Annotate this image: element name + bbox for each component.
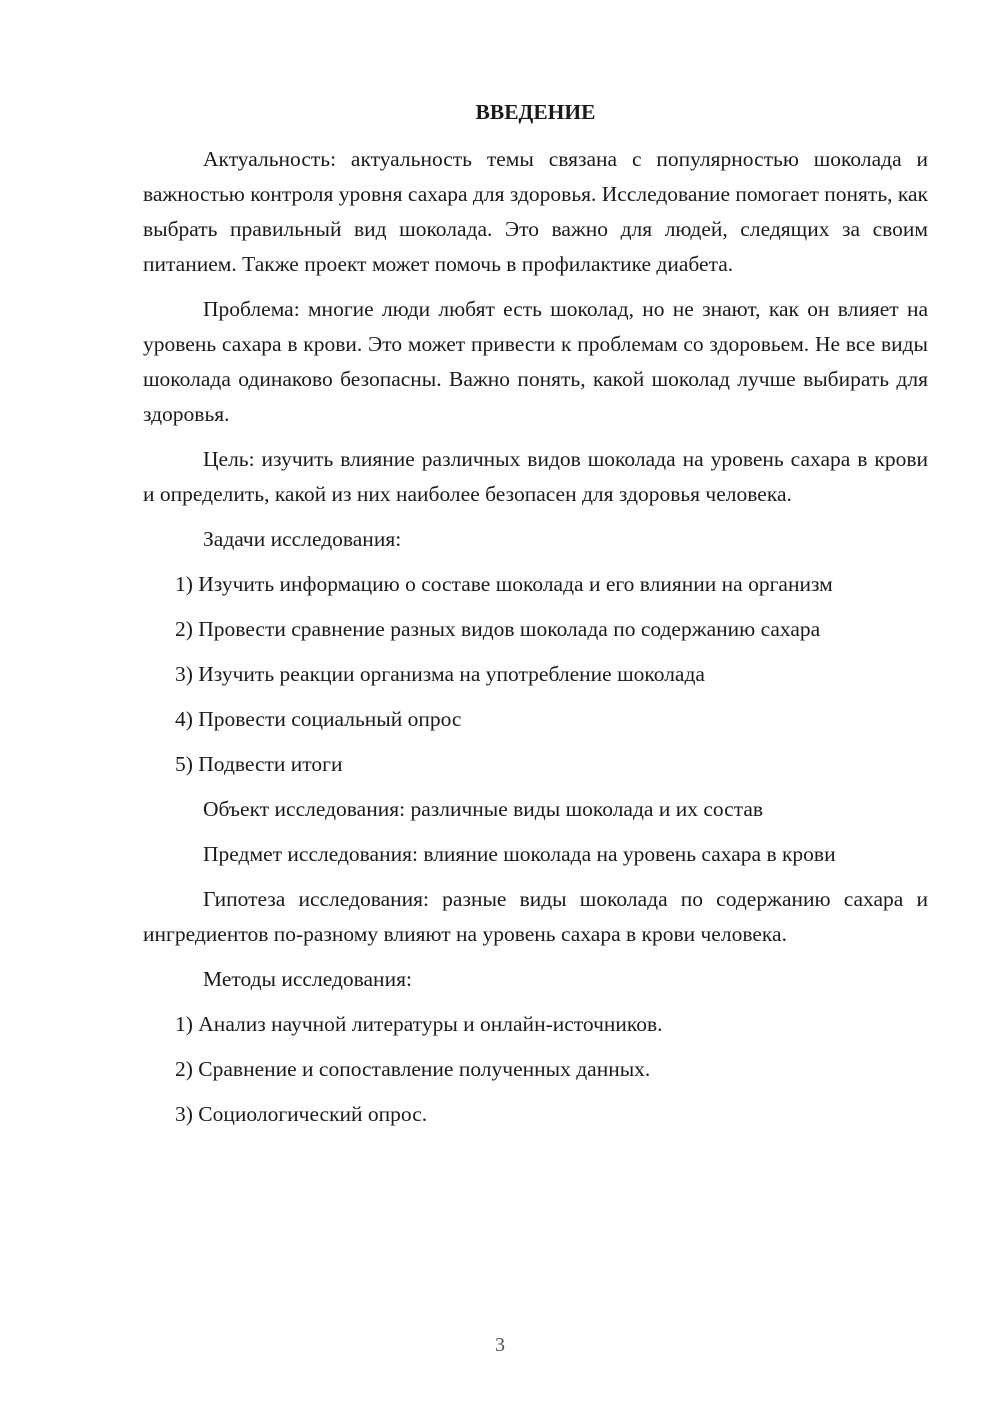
method-item: 2) Сравнение и сопоставление полученных данных. [175, 1057, 651, 1081]
task-item: 4) Провести социальный опрос [175, 707, 462, 731]
task-item: 2) Провести сравнение разных видов шоколада по содержанию сахара [175, 617, 821, 641]
hypothesis-paragraph: Гипотеза исследования: разные виды шоколада по содержанию сахара и ингредиентов по-разному влияют на уровень сахара в крови человека. [143, 887, 928, 946]
problem-paragraph: Проблема: многие люди любят есть шоколад, но не знают, как он влияет на уровень сахара в крови. Это может привести к проблемам со здоровьем. Не все виды шоколада одинаково безопасны. Важно понять, какой шоколад лучше выбирать для здоровья. [143, 297, 928, 426]
section-title: ВВЕДЕНИЕ [475, 100, 596, 124]
object-paragraph: Объект исследования: различные виды шоколада и их состав [203, 797, 764, 821]
goal-paragraph: Цель: изучить влияние различных видов шоколада на уровень сахара в крови и определить, какой из них наиболее безопасен для здоровья человека. [143, 447, 928, 506]
document-page [143, 95, 928, 1142]
task-item: 5) Подвести итоги [175, 752, 343, 776]
method-item: 1) Анализ научной литературы и онлайн-источников. [175, 1012, 663, 1036]
relevance-paragraph: Актуальность: актуальность темы связана с популярностью шоколада и важностью контроля уровня сахара для здоровья. Исследование помогает понять, как выбрать правильный вид шоколада. Это важно для людей, следящих за своим питанием. Также проект может помочь в профилактике диабета. [143, 147, 928, 276]
task-item: 1) Изучить информацию о составе шоколада и его влиянии на организм [175, 572, 833, 596]
task-item: 3) Изучить реакции организма на употребление шоколада [175, 662, 705, 686]
subject-paragraph: Предмет исследования: влияние шоколада на уровень сахара в крови [203, 842, 836, 866]
page-number: 3 [495, 1334, 505, 1356]
methods-heading: Методы исследования: [203, 967, 412, 991]
method-item: 3) Социологический опрос. [175, 1102, 428, 1126]
tasks-heading: Задачи исследования: [203, 527, 402, 551]
